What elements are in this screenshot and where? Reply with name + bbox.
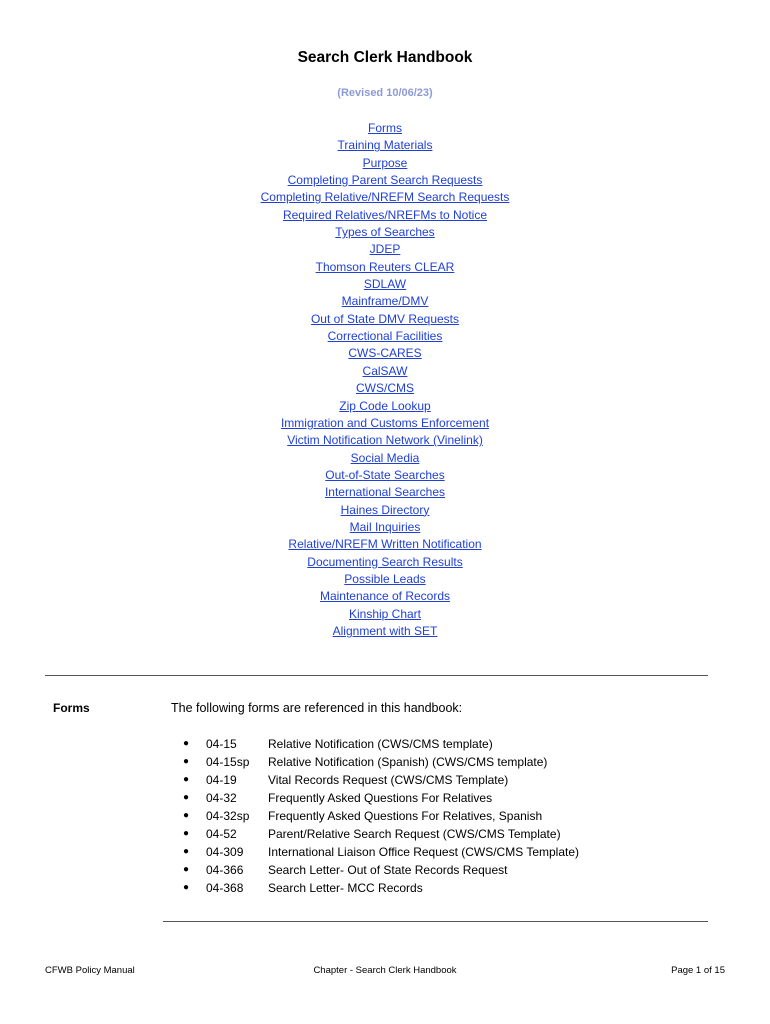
form-code: 04-52 [206,827,237,841]
form-code: 04-366 [206,863,244,877]
form-description: Relative Notification (CWS/CMS template) [268,737,493,751]
toc-item [0,363,770,380]
bullet-icon: ● [183,792,190,803]
toc-item [0,189,770,206]
toc-item [0,415,770,432]
toc-link-zip-code-lookup[interactable]: Zip Code Lookup [339,398,431,413]
toc-link-out-of-state-searches[interactable]: Out-of-State Searches [325,467,445,482]
toc-item [0,484,770,501]
toc-link-ice[interactable]: Immigration and Customs Enforcement [280,415,490,430]
form-code: 04-368 [206,881,244,895]
form-code: 04-19 [206,773,237,787]
toc-link-types-of-searches[interactable]: Types of Searches [335,225,435,240]
toc-link-maintenance-of-records[interactable]: Maintenance of Records [319,589,451,604]
toc-link-mail-inquiries[interactable]: Mail Inquiries [349,519,421,534]
toc-link-correctional-facilities[interactable]: Correctional Facilities [327,329,443,344]
toc-item [0,172,770,189]
toc-item [0,606,770,623]
list-item [180,879,700,897]
form-description: Frequently Asked Questions For Relatives [268,791,493,805]
list-item [180,807,700,825]
form-description: Relative Notification (Spanish) (CWS/CMS template) [268,755,548,769]
list-item [180,735,700,753]
form-description: Search Letter- MCC Records [268,881,423,895]
toc-item [0,588,770,605]
toc-link-international-searches[interactable]: International Searches [324,485,446,500]
toc-link-possible-leads[interactable]: Possible Leads [344,571,426,586]
bullet-icon: ● [183,828,190,839]
bullet-icon: ● [183,810,190,821]
forms-section-label: Forms [53,701,90,715]
toc-link-parent-search-requests[interactable]: Completing Parent Search Requests [287,173,483,188]
revised-date: (Revised 10/06/23) [337,87,433,99]
toc-item [0,554,770,571]
list-item [180,753,700,771]
toc-link-mainframe-dmv[interactable]: Mainframe/DMV [341,294,429,309]
bullet-icon: ● [183,882,190,893]
footer-chapter: Chapter - Search Clerk Handbook [313,965,457,976]
toc-link-relative-nrefm-search-requests[interactable]: Completing Relative/NREFM Search Requests [260,190,510,205]
footer-page-number: Page 1 of 15 [671,965,725,976]
toc-link-jdep[interactable]: JDEP [369,242,401,257]
toc-link-cws-cares[interactable]: CWS-CARES [348,346,422,361]
toc-item [0,207,770,224]
toc-item [0,519,770,536]
toc-link-haines-directory[interactable]: Haines Directory [340,502,430,517]
toc-item [0,241,770,258]
forms-section-intro: The following forms are referenced in this handbook: [171,701,463,715]
form-description: Search Letter- Out of State Records Request [268,863,508,877]
bullet-icon: ● [183,774,190,785]
form-code: 04-15sp [206,755,250,769]
toc-item [0,502,770,519]
toc-item [0,276,770,293]
section-divider-top [45,675,708,676]
toc-item [0,328,770,345]
toc-item [0,345,770,362]
form-description: Parent/Relative Search Request (CWS/CMS Template) [268,827,561,841]
bullet-icon: ● [183,756,190,767]
form-code: 04-32 [206,791,237,805]
form-description: International Liaison Office Request (CWS/CMS Template) [268,845,580,859]
toc-link-kinship-chart[interactable]: Kinship Chart [348,606,422,621]
form-description: Frequently Asked Questions For Relatives, Spanish [268,809,543,823]
toc-link-vinelink[interactable]: Victim Notification Network (Vinelink) [287,433,483,448]
form-code: 04-15 [206,737,237,751]
toc-item [0,623,770,640]
bullet-icon: ● [183,846,190,857]
footer-manual-name: CFWB Policy Manual [45,965,135,976]
toc-item [0,293,770,310]
list-item [180,789,700,807]
toc-link-alignment-with-set[interactable]: Alignment with SET [332,623,438,638]
toc-item [0,259,770,276]
list-item [180,771,700,789]
toc-link-forms[interactable]: Forms [368,121,402,135]
toc-link-out-of-state-dmv[interactable]: Out of State DMV Requests [310,311,460,326]
toc-item [0,137,770,154]
toc-item [0,450,770,467]
toc-item [0,120,770,137]
toc-item [0,571,770,588]
toc-item [0,536,770,553]
toc-link-documenting-search-results[interactable]: Documenting Search Results [307,554,463,569]
toc-link-sdlaw[interactable]: SDLAW [363,277,407,292]
list-item [180,843,700,861]
form-description: Vital Records Request (CWS/CMS Template) [268,773,509,787]
toc-link-social-media[interactable]: Social Media [350,450,420,465]
toc-link-required-relatives[interactable]: Required Relatives/NREFMs to Notice [282,207,488,222]
page-title: Search Clerk Handbook [297,49,473,66]
toc-link-calsaw[interactable]: CalSAW [362,363,408,378]
toc-item [0,311,770,328]
list-item [180,825,700,843]
form-code: 04-309 [206,845,244,859]
table-of-contents [0,120,770,640]
toc-item [0,432,770,449]
form-code: 04-32sp [206,809,250,823]
toc-item [0,380,770,397]
toc-item [0,467,770,484]
forms-list [180,735,700,897]
toc-link-thomson-reuters-clear[interactable]: Thomson Reuters CLEAR [315,259,455,274]
toc-item [0,224,770,241]
bullet-icon: ● [183,864,190,875]
toc-item [0,398,770,415]
toc-link-cws-cms[interactable]: CWS/CMS [356,381,414,396]
section-divider-bottom [163,921,708,922]
toc-link-written-notification[interactable]: Relative/NREFM Written Notification [288,537,482,552]
bullet-icon: ● [183,738,190,749]
toc-item [0,155,770,172]
list-item [180,861,700,879]
toc-link-training-materials[interactable]: Training Materials [337,138,433,153]
toc-link-purpose[interactable]: Purpose [362,155,408,170]
